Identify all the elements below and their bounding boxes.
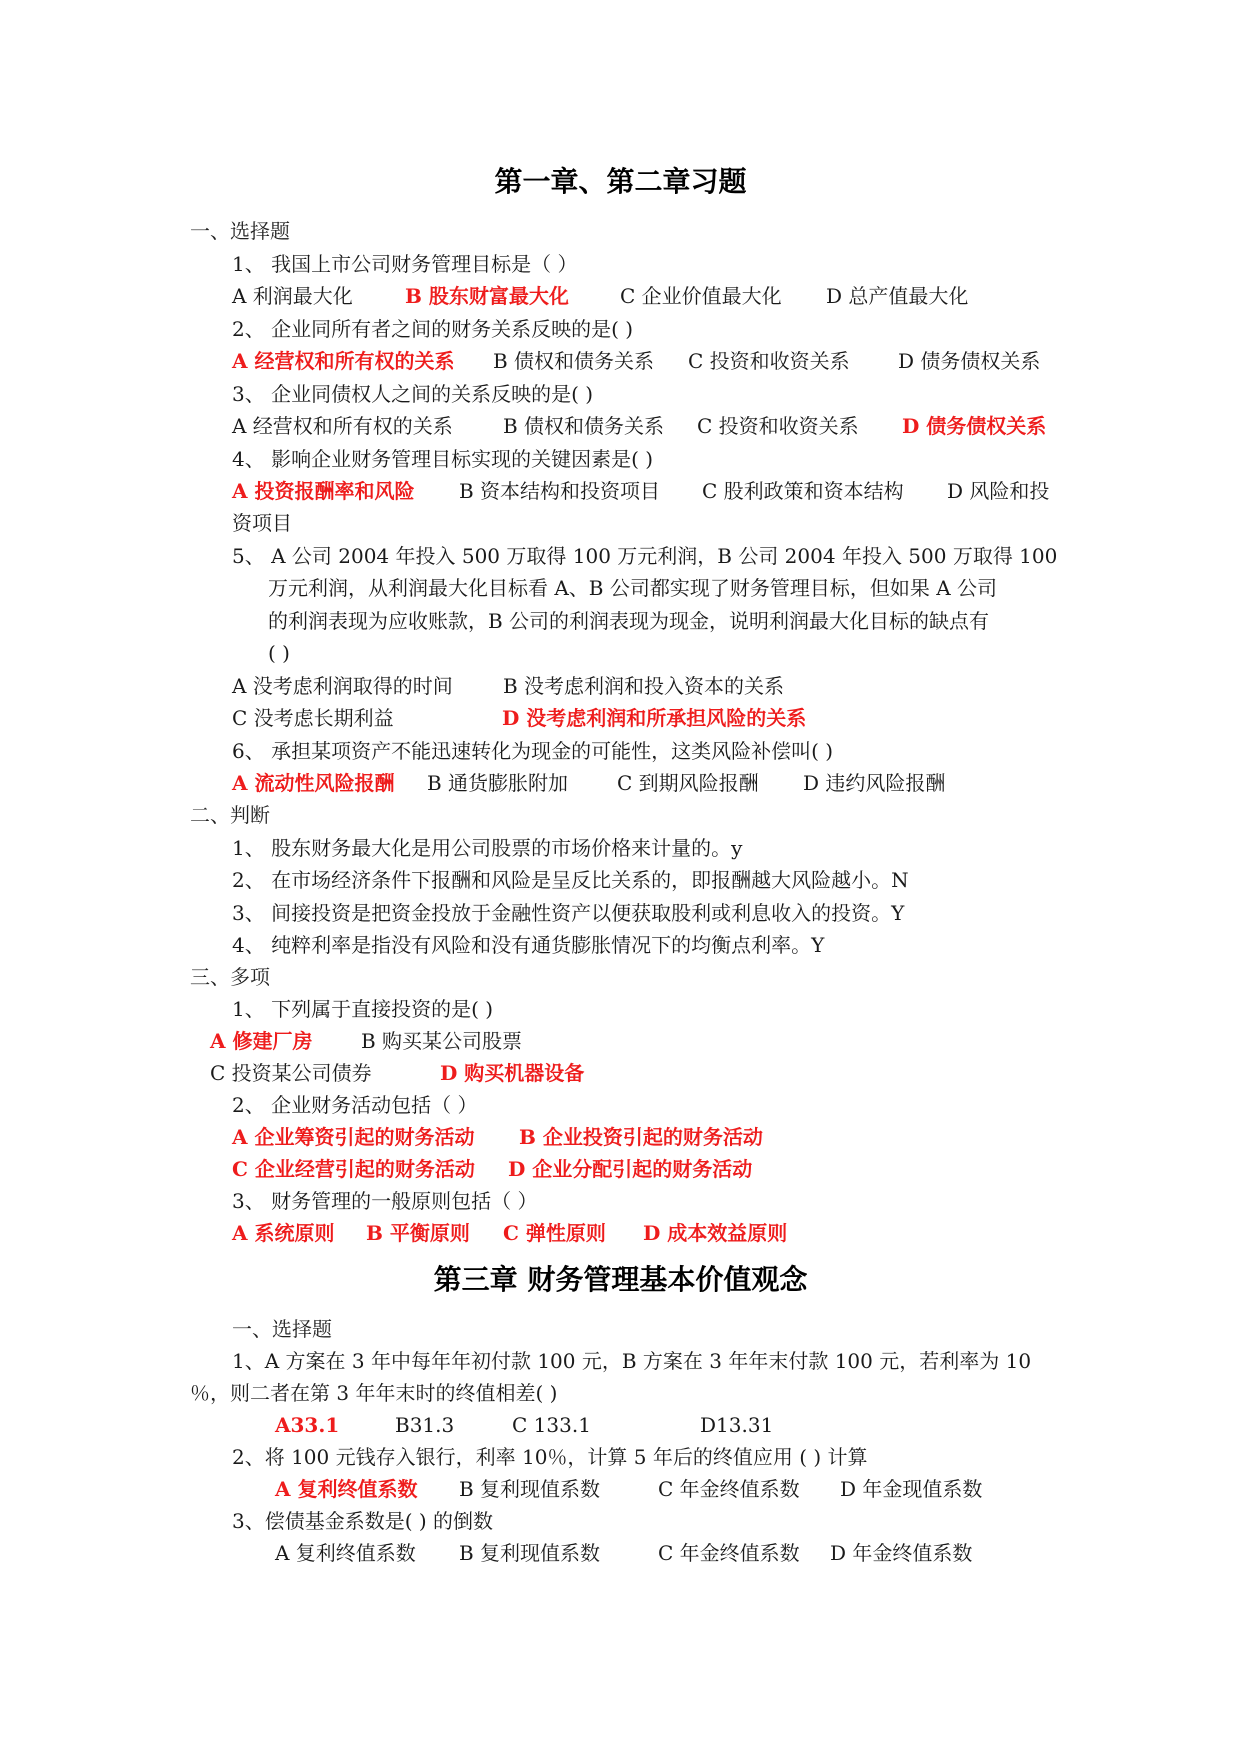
option-b: B 通货膨胀附加 (427, 771, 569, 795)
judge-item: 2、 在市场经济条件下报酬和风险是呈反比关系的，即报酬越大风险越小。N (232, 868, 909, 892)
answer-option-b: B 股东财富最大化 (405, 284, 569, 308)
answer-option-c: C 弹性原则 (503, 1221, 606, 1245)
option-c: C 年金终值系数 (658, 1541, 800, 1565)
question-1-continuation: ％，则二者在第 3 年年末时的终值相差( ) (190, 1381, 558, 1405)
option-a: A 复利终值系数 (275, 1541, 416, 1565)
answer-option-a: A 流动性风险报酬 (232, 771, 395, 795)
answer-option-a: A 系统原则 (232, 1221, 335, 1245)
section-heading-choice-2: 一、选择题 (232, 1317, 332, 1341)
option-b: B31.3 (395, 1413, 455, 1437)
answer-option-b: B 企业投资引起的财务活动 (519, 1125, 763, 1149)
answer-option-a: A 投资报酬率和风险 (232, 479, 415, 503)
option-d: D 年金现值系数 (840, 1477, 983, 1501)
option-d: D 债务债权关系 (898, 349, 1041, 373)
answer-option-d: D 成本效益原则 (643, 1221, 788, 1245)
question-1: 1、A 方案在 3 年中每年年初付款 100 元，B 方案在 3 年年末付款 100 元，若利率为 10 (232, 1349, 1032, 1373)
option-c: C 投资某公司债券 (210, 1061, 372, 1085)
option-a: A 利润最大化 (232, 284, 353, 308)
option-c: C 到期风险报酬 (617, 771, 759, 795)
option-c: C 投资和收资关系 (697, 414, 859, 438)
section-heading-judge: 二、判断 (190, 803, 270, 827)
question-1: 1、 我国上市公司财务管理目标是（ ） (232, 252, 578, 276)
section-heading-multi: 三、多项 (190, 965, 270, 989)
question-4: 4、 影响企业财务管理目标实现的关键因素是( ) (232, 447, 654, 471)
option-b: B 复利现值系数 (459, 1477, 601, 1501)
answer-option-a: A33.1 (275, 1413, 340, 1437)
option-b: B 复利现值系数 (459, 1541, 601, 1565)
question-5-line-1: 5、 A 公司 2004 年投入 500 万取得 100 万元利润，B 公司 2004 年投入 500 万取得 100 (232, 544, 1058, 568)
option-d: D 总产值最大化 (826, 284, 969, 308)
option-b: B 没考虑利润和投入资本的关系 (503, 674, 785, 698)
option-c: C 股利政策和资本结构 (702, 479, 904, 503)
option-c: C 133.1 (512, 1413, 591, 1437)
option-c: C 年金终值系数 (658, 1477, 800, 1501)
chapter-title-1: 第一章、第二章习题 (494, 165, 747, 198)
answer-option-b: B 平衡原则 (366, 1221, 470, 1245)
question-2: 2、 企业同所有者之间的财务关系反映的是( ) (232, 317, 634, 341)
option-d: D 年金终值系数 (830, 1541, 973, 1565)
option-c: C 企业价值最大化 (620, 284, 782, 308)
option-b: B 资本结构和投资项目 (459, 479, 661, 503)
answer-option-a: A 修建厂房 (210, 1029, 313, 1053)
answer-option-a: A 企业筹资引起的财务活动 (232, 1125, 475, 1149)
answer-option-a: A 经营权和所有权的关系 (232, 349, 455, 373)
answer-option-d: D 购买机器设备 (440, 1061, 585, 1085)
question-2: 2、将 100 元钱存入银行，利率 10％，计算 5 年后的终值应用 ( ) 计算 (232, 1445, 868, 1469)
option-d: D 风险和投 (947, 479, 1050, 503)
judge-item: 1、 股东财务最大化是用公司股票的市场价格来计量的。y (232, 836, 743, 860)
answer-option-a: A 复利终值系数 (275, 1477, 418, 1501)
question-3: 3、 企业同债权人之间的关系反映的是( ) (232, 382, 594, 406)
question-5-line-3: 的利润表现为应收账款，B 公司的利润表现为现金，说明利润最大化目标的缺点有 (268, 609, 990, 633)
multi-question-3: 3、 财务管理的一般原则包括（ ） (232, 1189, 538, 1213)
multi-question-1: 1、 下列属于直接投资的是( ) (232, 997, 494, 1021)
option-b: B 债权和债务关系 (493, 349, 655, 373)
answer-option-d: D 债务债权关系 (902, 414, 1047, 438)
multi-question-2: 2、 企业财务活动包括（ ） (232, 1093, 478, 1117)
question-6: 6、 承担某项资产不能迅速转化为现金的可能性，这类风险补偿叫( ) (232, 739, 834, 763)
option-a: A 没考虑利润取得的时间 (232, 674, 453, 698)
question-5-line-4: ( ) (268, 641, 290, 665)
option-d: D13.31 (700, 1413, 774, 1437)
option-c: C 投资和收资关系 (688, 349, 850, 373)
question-5-line-2: 万元利润，从利润最大化目标看 A、B 公司都实现了财务管理目标，但如果 A 公司 (268, 576, 998, 600)
answer-option-c: C 企业经营引起的财务活动 (232, 1157, 475, 1181)
judge-item: 4、 纯粹利率是指没有风险和没有通货膨胀情况下的均衡点利率。Y (232, 933, 825, 957)
option-b: B 购买某公司股票 (361, 1029, 523, 1053)
answer-option-d: D 企业分配引起的财务活动 (508, 1157, 753, 1181)
chapter-title-2: 第三章 财务管理基本价值观念 (433, 1263, 808, 1296)
option-d-continuation: 资项目 (232, 511, 292, 535)
option-b: B 债权和债务关系 (503, 414, 665, 438)
answer-option-d: D 没考虑利润和所承担风险的关系 (502, 706, 807, 730)
section-heading-choice: 一、选择题 (190, 219, 290, 243)
option-c: C 没考虑长期利益 (232, 706, 394, 730)
question-3: 3、偿债基金系数是( ) 的倒数 (232, 1509, 494, 1533)
option-d: D 违约风险报酬 (803, 771, 946, 795)
judge-item: 3、 间接投资是把资金投放于金融性资产以便获取股利或利息收入的投资。Y (232, 901, 905, 925)
option-a: A 经营权和所有权的关系 (232, 414, 453, 438)
